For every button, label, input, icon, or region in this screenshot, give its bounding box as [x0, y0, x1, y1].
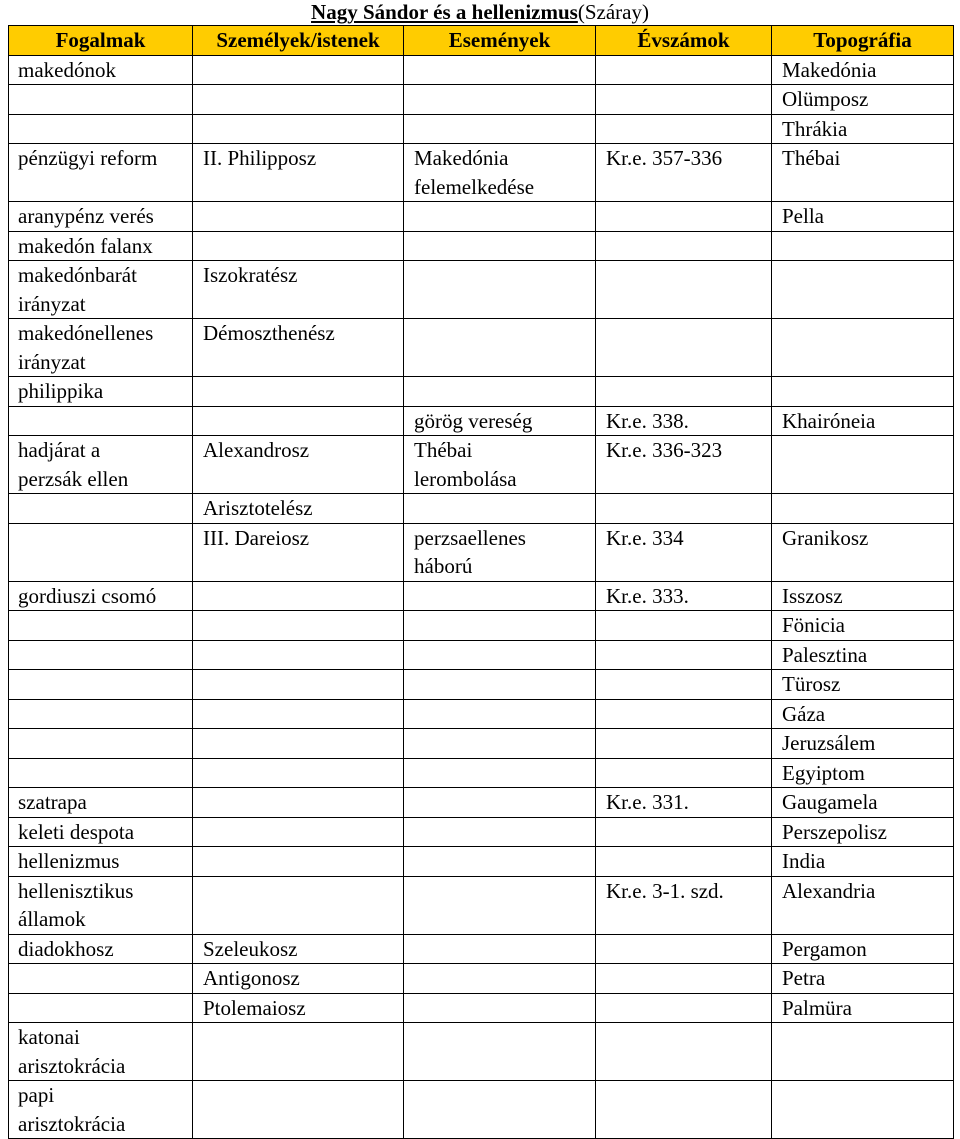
cell-place: [772, 494, 954, 524]
cell-place: India: [772, 847, 954, 877]
cell-person: [193, 847, 404, 877]
table-row: [9, 436, 954, 494]
cell-event: [404, 261, 596, 319]
cell-date: [596, 261, 772, 319]
cell-date: [596, 611, 772, 641]
table-row: [9, 319, 954, 377]
cell-event: [404, 202, 596, 232]
cell-date: [596, 993, 772, 1023]
cell-concept: [9, 993, 193, 1023]
cell-person: Antigonosz: [193, 964, 404, 994]
document-title: [0, 0, 960, 26]
cell-concept: makedónok: [9, 55, 193, 85]
table-row: [9, 55, 954, 85]
cell-event: [404, 758, 596, 788]
cell-date: [596, 729, 772, 759]
cell-place: Khairóneia: [772, 406, 954, 436]
cell-event: [404, 964, 596, 994]
table-row: [9, 114, 954, 144]
cell-place: [772, 436, 954, 494]
table-row: [9, 523, 954, 581]
cell-date: [596, 1023, 772, 1081]
cell-date: [596, 85, 772, 115]
cell-date: [596, 1081, 772, 1139]
cell-person: [193, 640, 404, 670]
cell-date: Kr.e. 331.: [596, 788, 772, 818]
cell-concept: hellenisztikus államok: [9, 876, 193, 934]
cell-event: [404, 55, 596, 85]
cell-concept: [9, 699, 193, 729]
cell-place: Gaugamela: [772, 788, 954, 818]
cell-concept: [9, 494, 193, 524]
cell-concept: pénzügyi reform: [9, 144, 193, 202]
cell-concept: [9, 611, 193, 641]
table-row: [9, 1081, 954, 1139]
cell-person: Arisztotelész: [193, 494, 404, 524]
cell-person: [193, 581, 404, 611]
cell-place: [772, 231, 954, 261]
cell-place: Alexandria: [772, 876, 954, 934]
cell-place: Isszosz: [772, 581, 954, 611]
cell-event: [404, 1081, 596, 1139]
cell-event: [404, 788, 596, 818]
table-row: [9, 406, 954, 436]
table-row: [9, 964, 954, 994]
cell-concept: keleti despota: [9, 817, 193, 847]
cell-concept: [9, 85, 193, 115]
table-body: [9, 55, 954, 1139]
table-row: [9, 670, 954, 700]
cell-date: [596, 377, 772, 407]
cell-event: [404, 231, 596, 261]
cell-person: [193, 817, 404, 847]
cell-place: [772, 377, 954, 407]
header-szemelyek: Személyek/istenek: [193, 26, 404, 56]
cell-place: Palmüra: [772, 993, 954, 1023]
cell-person: [193, 788, 404, 818]
cell-date: [596, 202, 772, 232]
cell-place: Fönicia: [772, 611, 954, 641]
cell-event: [404, 85, 596, 115]
cell-person: [193, 114, 404, 144]
cell-event: [404, 817, 596, 847]
cell-place: Pella: [772, 202, 954, 232]
cell-place: Egyiptom: [772, 758, 954, 788]
cell-event: Makedónia felemelkedése: [404, 144, 596, 202]
table-row: [9, 876, 954, 934]
cell-concept: aranypénz verés: [9, 202, 193, 232]
cell-concept: katonai arisztokrácia: [9, 1023, 193, 1081]
cell-person: [193, 876, 404, 934]
cell-date: [596, 494, 772, 524]
cell-person: Ptolemaiosz: [193, 993, 404, 1023]
cell-place: [772, 1023, 954, 1081]
cell-person: III. Dareiosz: [193, 523, 404, 581]
cell-concept: [9, 729, 193, 759]
table-row: [9, 699, 954, 729]
header-fogalmak: Fogalmak: [9, 26, 193, 56]
table-row: [9, 202, 954, 232]
cell-concept: [9, 670, 193, 700]
cell-date: [596, 847, 772, 877]
cell-place: Thrákia: [772, 114, 954, 144]
table-row: [9, 847, 954, 877]
cell-event: [404, 114, 596, 144]
cell-date: Kr.e. 338.: [596, 406, 772, 436]
cell-date: Kr.e. 3-1. szd.: [596, 876, 772, 934]
cell-concept: [9, 114, 193, 144]
cell-place: Jeruzsálem: [772, 729, 954, 759]
cell-date: [596, 670, 772, 700]
cell-person: [193, 1081, 404, 1139]
cell-event: [404, 581, 596, 611]
cell-place: Petra: [772, 964, 954, 994]
cell-person: [193, 758, 404, 788]
cell-person: [193, 611, 404, 641]
cell-event: [404, 377, 596, 407]
cell-date: Kr.e. 336-323: [596, 436, 772, 494]
table-row: [9, 993, 954, 1023]
title-author: (Száray): [577, 0, 649, 24]
cell-event: [404, 934, 596, 964]
table-row: [9, 1023, 954, 1081]
table-row: [9, 144, 954, 202]
cell-concept: [9, 523, 193, 581]
cell-place: Granikosz: [772, 523, 954, 581]
cell-concept: philippika: [9, 377, 193, 407]
cell-person: [193, 670, 404, 700]
cell-place: Olümposz: [772, 85, 954, 115]
table-row: [9, 817, 954, 847]
cell-place: [772, 1081, 954, 1139]
cell-place: [772, 319, 954, 377]
cell-person: Alexandrosz: [193, 436, 404, 494]
cell-event: [404, 640, 596, 670]
table-row: [9, 494, 954, 524]
cell-event: [404, 699, 596, 729]
cell-date: [596, 964, 772, 994]
cell-person: [193, 231, 404, 261]
cell-concept: [9, 964, 193, 994]
header-row: [9, 26, 954, 56]
header-topografia: Topográfia: [772, 26, 954, 56]
cell-concept: szatrapa: [9, 788, 193, 818]
cell-event: Thébai lerombolása: [404, 436, 596, 494]
cell-concept: hadjárat a perzsák ellen: [9, 436, 193, 494]
cell-event: perzsaellenes háború: [404, 523, 596, 581]
cell-event: [404, 670, 596, 700]
cell-place: Perszepolisz: [772, 817, 954, 847]
table-row: [9, 640, 954, 670]
cell-date: Kr.e. 334: [596, 523, 772, 581]
cell-event: [404, 876, 596, 934]
cell-person: Szeleukosz: [193, 934, 404, 964]
cell-event: [404, 319, 596, 377]
cell-date: [596, 319, 772, 377]
header-evszamok: Évszámok: [596, 26, 772, 56]
cell-place: Türosz: [772, 670, 954, 700]
cell-place: Palesztina: [772, 640, 954, 670]
table-row: [9, 581, 954, 611]
cell-person: [193, 1023, 404, 1081]
cell-concept: papi arisztokrácia: [9, 1081, 193, 1139]
table-row: [9, 788, 954, 818]
table-row: [9, 261, 954, 319]
cell-person: [193, 85, 404, 115]
cell-event: [404, 1023, 596, 1081]
cell-date: [596, 817, 772, 847]
cell-person: [193, 377, 404, 407]
cell-concept: makedónbarát irányzat: [9, 261, 193, 319]
cell-person: [193, 202, 404, 232]
cell-date: [596, 699, 772, 729]
table-row: [9, 611, 954, 641]
cell-date: [596, 758, 772, 788]
cell-concept: makedón falanx: [9, 231, 193, 261]
cell-event: [404, 847, 596, 877]
table-row: [9, 231, 954, 261]
cell-date: [596, 231, 772, 261]
header-esemenyek: Események: [404, 26, 596, 56]
cell-event: görög vereség: [404, 406, 596, 436]
table-row: [9, 85, 954, 115]
cell-person: [193, 699, 404, 729]
cell-place: Makedónia: [772, 55, 954, 85]
cell-place: [772, 261, 954, 319]
table-row: [9, 377, 954, 407]
cell-date: [596, 114, 772, 144]
cell-event: [404, 611, 596, 641]
cell-concept: [9, 640, 193, 670]
cell-place: Thébai: [772, 144, 954, 202]
title-main: Nagy Sándor és a hellenizmus: [311, 0, 578, 24]
cell-place: Pergamon: [772, 934, 954, 964]
cell-person: Démoszthenész: [193, 319, 404, 377]
cell-person: [193, 729, 404, 759]
cell-person: Iszokratész: [193, 261, 404, 319]
cell-concept: makedónellenes irányzat: [9, 319, 193, 377]
cell-event: [404, 729, 596, 759]
cell-person: [193, 55, 404, 85]
cell-concept: [9, 406, 193, 436]
cell-date: [596, 934, 772, 964]
topics-table: [8, 25, 954, 1139]
cell-concept: gordiuszi csomó: [9, 581, 193, 611]
cell-concept: hellenizmus: [9, 847, 193, 877]
cell-event: [404, 494, 596, 524]
cell-date: Kr.e. 357-336: [596, 144, 772, 202]
cell-date: [596, 55, 772, 85]
table-row: [9, 758, 954, 788]
cell-concept: diadokhosz: [9, 934, 193, 964]
cell-person: II. Philipposz: [193, 144, 404, 202]
cell-date: Kr.e. 333.: [596, 581, 772, 611]
table-row: [9, 934, 954, 964]
cell-concept: [9, 758, 193, 788]
cell-date: [596, 640, 772, 670]
cell-place: Gáza: [772, 699, 954, 729]
table-row: [9, 729, 954, 759]
cell-person: [193, 406, 404, 436]
cell-event: [404, 993, 596, 1023]
